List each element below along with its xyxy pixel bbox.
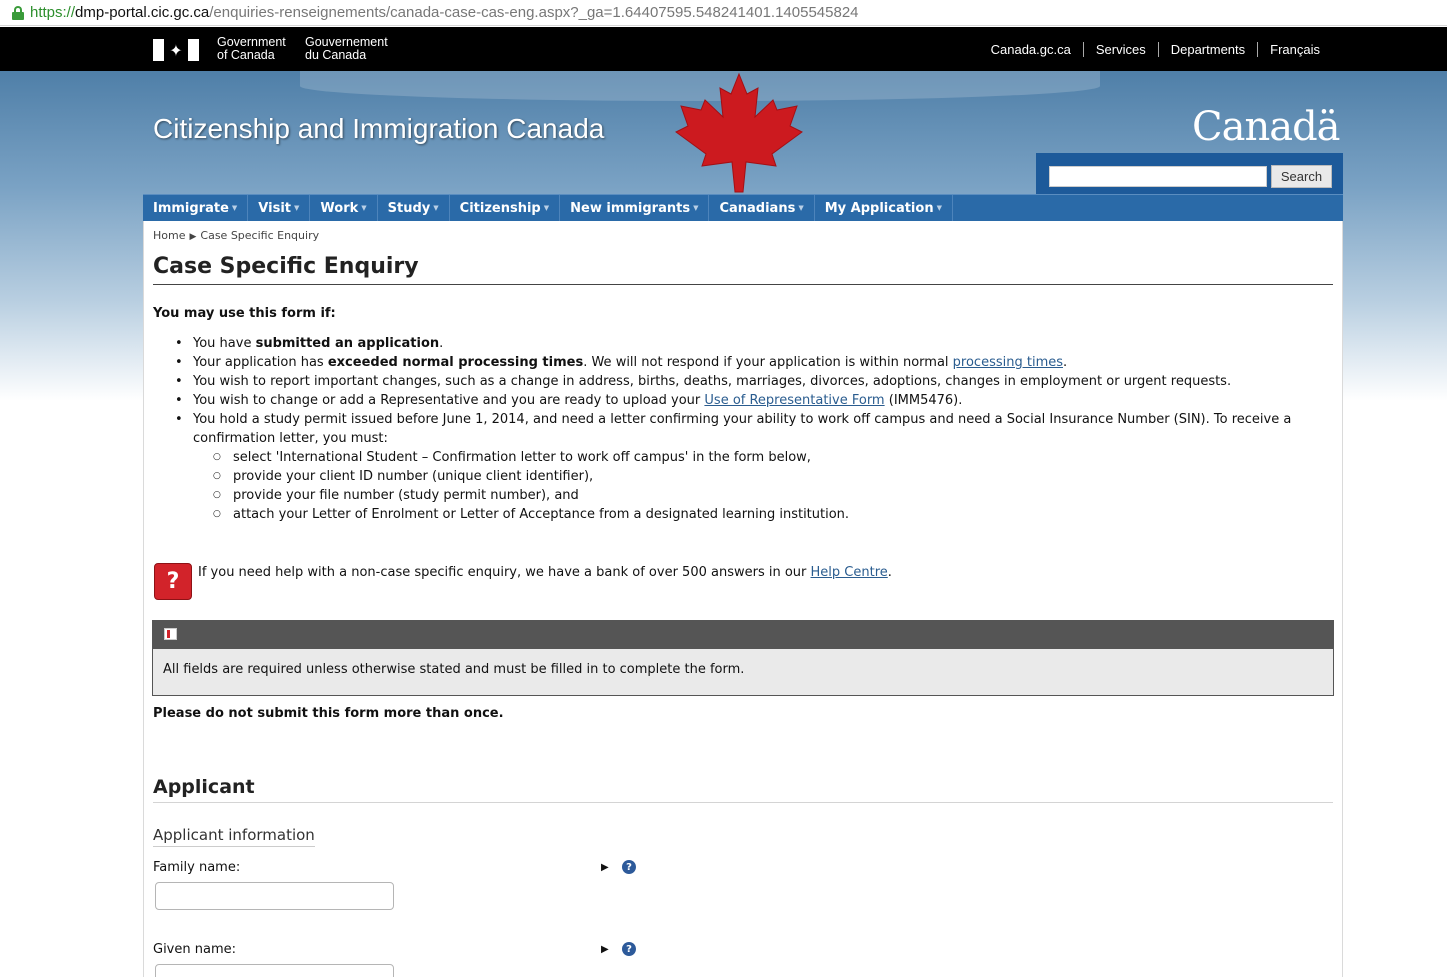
- canada-flag-icon: ✦: [153, 39, 199, 61]
- search-input[interactable]: [1049, 166, 1267, 187]
- representative-form-link[interactable]: Use of Representative Form: [704, 393, 885, 408]
- intro-text: You may use this form if:: [153, 306, 336, 321]
- site-title[interactable]: Citizenship and Immigration Canada: [153, 113, 605, 144]
- sub-list-item: ○ provide your client ID number (unique client identifier),: [193, 467, 1333, 486]
- page-title: Case Specific Enquiry: [153, 254, 419, 279]
- url-host: dmp-portal.cic.gc.ca: [75, 4, 210, 21]
- list-item: • You wish to report important changes, such as a change in address, births, deaths, marriages, divorces, adoptions, changes in employment or urgent requests.: [153, 372, 1333, 391]
- nav-work[interactable]: Work ▼: [310, 195, 377, 221]
- caret-down-icon: ▼: [433, 204, 439, 212]
- canada-wordmark: Canadä: [1192, 104, 1340, 150]
- breadcrumb-home[interactable]: Home: [153, 229, 186, 242]
- address-bar[interactable]: [0, 0, 1447, 26]
- nav-new-immigrants[interactable]: New immigrants ▼: [560, 195, 709, 221]
- given-name-label: Given name:: [153, 942, 236, 957]
- caret-down-icon: ▼: [936, 204, 942, 212]
- breadcrumb: [153, 229, 319, 242]
- family-name-label: Family name:: [153, 860, 241, 875]
- sub-list-item: ○ select 'International Student – Confirmation letter to work off campus' in the form below,: [193, 448, 1333, 467]
- submit-once-warning: Please do not submit this form more than once.: [153, 706, 504, 721]
- help-question-icon: ?: [154, 563, 192, 600]
- notice-text: All fields are required unless otherwise stated and must be filled in to complete the form.: [163, 662, 745, 677]
- list-item: • Your application has exceeded normal processing times. We will not respond if your application is within normal processing times.: [153, 353, 1333, 372]
- notice-header: [153, 621, 1333, 649]
- link-canada-gc-ca[interactable]: Canada.gc.ca: [990, 42, 1071, 57]
- expand-arrow-icon[interactable]: ▶: [601, 862, 609, 873]
- government-bar: [0, 27, 1447, 71]
- caret-down-icon: ▼: [798, 204, 804, 212]
- link-departments[interactable]: Departments: [1158, 42, 1257, 57]
- section-divider: [153, 802, 1333, 803]
- section-title-applicant: Applicant: [153, 776, 255, 798]
- nav-visit[interactable]: Visit ▼: [248, 195, 310, 221]
- help-text: If you need help with a non-case specific enquiry, we have a bank of over 500 answers in our Help Centre.: [198, 565, 892, 580]
- link-services[interactable]: Services: [1083, 42, 1158, 57]
- nav-citizenship[interactable]: Citizenship ▼: [450, 195, 560, 221]
- sub-list-item: ○ attach your Letter of Enrolment or Letter of Acceptance from a designated learning institution.: [193, 505, 1333, 524]
- list-item: • You wish to change or add a Representative and you are ready to upload your Use of Representative Form (IMM5476).: [153, 391, 1333, 410]
- caret-down-icon: ▼: [361, 204, 367, 212]
- chevron-right-icon: ▶: [189, 232, 197, 242]
- nav-my-application[interactable]: My Application ▼: [815, 195, 953, 221]
- required-fields-notice: [152, 620, 1334, 696]
- gov-name-en: Government of Canada: [217, 35, 286, 62]
- maple-leaf-icon: [672, 72, 806, 194]
- caret-down-icon: ▼: [693, 204, 699, 212]
- given-name-input[interactable]: [155, 964, 394, 977]
- processing-times-link[interactable]: processing times: [952, 355, 1064, 370]
- family-name-input[interactable]: [155, 882, 394, 910]
- main-nav: [143, 194, 1343, 221]
- nav-immigrate[interactable]: Immigrate ▼: [143, 195, 248, 221]
- conditions-list: [153, 334, 1333, 524]
- nav-study[interactable]: Study ▼: [378, 195, 450, 221]
- url-scheme: https://: [30, 4, 76, 21]
- expand-arrow-icon[interactable]: ▶: [601, 944, 609, 955]
- caret-down-icon: ▼: [543, 204, 550, 212]
- breadcrumb-current: Case Specific Enquiry: [200, 229, 320, 242]
- caret-down-icon: ▼: [294, 204, 300, 212]
- help-circle-icon[interactable]: ?: [622, 942, 636, 956]
- gov-name-fr: Gouvernement du Canada: [305, 35, 388, 62]
- list-item: • You have submitted an application.: [153, 334, 1333, 353]
- nav-canadians[interactable]: Canadians ▼: [709, 195, 814, 221]
- url-path: /enquiries-renseignements/canada-case-cas-eng.aspx?_ga=1.64407595.548241401.1405545824: [209, 4, 859, 21]
- help-circle-icon[interactable]: ?: [622, 860, 636, 874]
- gov-links: [979, 42, 1332, 57]
- help-centre-link[interactable]: Help Centre: [810, 565, 888, 580]
- search-button[interactable]: Search: [1271, 165, 1332, 188]
- lock-icon: [12, 6, 24, 20]
- list-item: • You hold a study permit issued before June 1, 2014, and need a letter confirming your ability to work off campus and need a Social Insurance Number (SIN). To receive a confirmation letter, you must: ○ select 'International Student – Confirmation letter to work off campus' in the form below, ○ provide your client ID number (unique client identifier), ○ provide your file number (study permit number), and ○ attach your Letter of Enrolment or Letter of Acceptance from a designated learning institution.: [153, 410, 1333, 524]
- sub-list-item: ○ provide your file number (study permit number), and: [193, 486, 1333, 505]
- subsection-applicant-information: Applicant information: [153, 826, 315, 847]
- link-francais[interactable]: Français: [1257, 42, 1332, 57]
- title-divider: [153, 284, 1333, 285]
- book-icon: [164, 628, 177, 640]
- caret-down-icon: ▼: [231, 204, 238, 212]
